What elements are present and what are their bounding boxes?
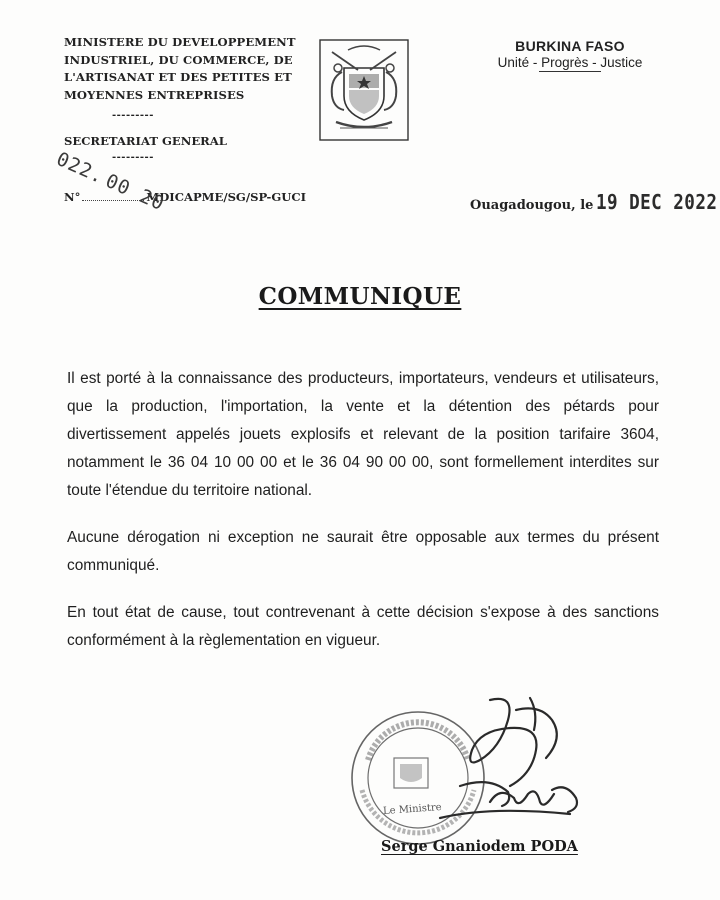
motto-underline [539, 71, 601, 72]
body-paragraph-3: En tout état de cause, tout contrevenant à cette décision s'expose à des sanctions conformément à la règlementation en vigueur. [67, 604, 659, 649]
date-line [470, 190, 720, 214]
country-name: BURKINA FASO [515, 38, 625, 54]
reference-stamp-part1: 022. [53, 148, 108, 189]
body-paragraph-1: Il est porté à la connaissance des producteurs, importateurs, vendeurs et utilisateurs, que la production, l'importation, la vente et la détention des pétards pour divertissement appelés jouets explosifs et relevant de la position tarifaire 3604, notamment le 36 04 10 00 00 et le 36 04 90 00 00, sont formellement interdites sur toute l'étendue du territoire national. [67, 370, 659, 499]
signature-icon [440, 698, 577, 818]
document-body [67, 365, 659, 674]
date-stamp: 19 DEC 2022 [596, 190, 718, 214]
country-header [470, 38, 670, 72]
document-title-text: COMMUNIQUE [258, 283, 462, 310]
document-title [0, 283, 720, 310]
secretariat-general: SECRETARIAT GENERAL [64, 134, 227, 148]
body-paragraph-2: Aucune dérogation ni exception ne saurait être opposable aux termes du présent communiqué. [67, 529, 659, 574]
reference-suffix: MDICAPME/SG/SP-GUCI [146, 190, 307, 204]
ministry-line-2: INDUSTRIEL, DU COMMERCE, DE [64, 52, 293, 67]
ministry-line-4: MOYENNES ENTREPRISES [64, 87, 245, 102]
seal-title: Le Ministre [382, 801, 442, 818]
ministry-header [64, 34, 314, 104]
secretariat-separator: --------- [112, 152, 154, 163]
ministry-line-1: MINISTERE DU DEVELOPPEMENT [64, 35, 296, 49]
coat-of-arms-icon [318, 38, 410, 142]
date-city: Ouagadougou, le [470, 198, 594, 213]
ministry-separator: --------- [112, 110, 154, 121]
ministry-line-3: L'ARTISANAT ET DES PETITES ET [64, 70, 292, 84]
reference-number [64, 190, 306, 204]
reference-stamp-part2: 00 20 [102, 169, 168, 216]
signatory-name: Serge Gnaniodem PODA [381, 838, 578, 855]
reference-prefix: N° [64, 190, 81, 204]
country-motto: Unité - Progrès - Justice [497, 55, 643, 70]
